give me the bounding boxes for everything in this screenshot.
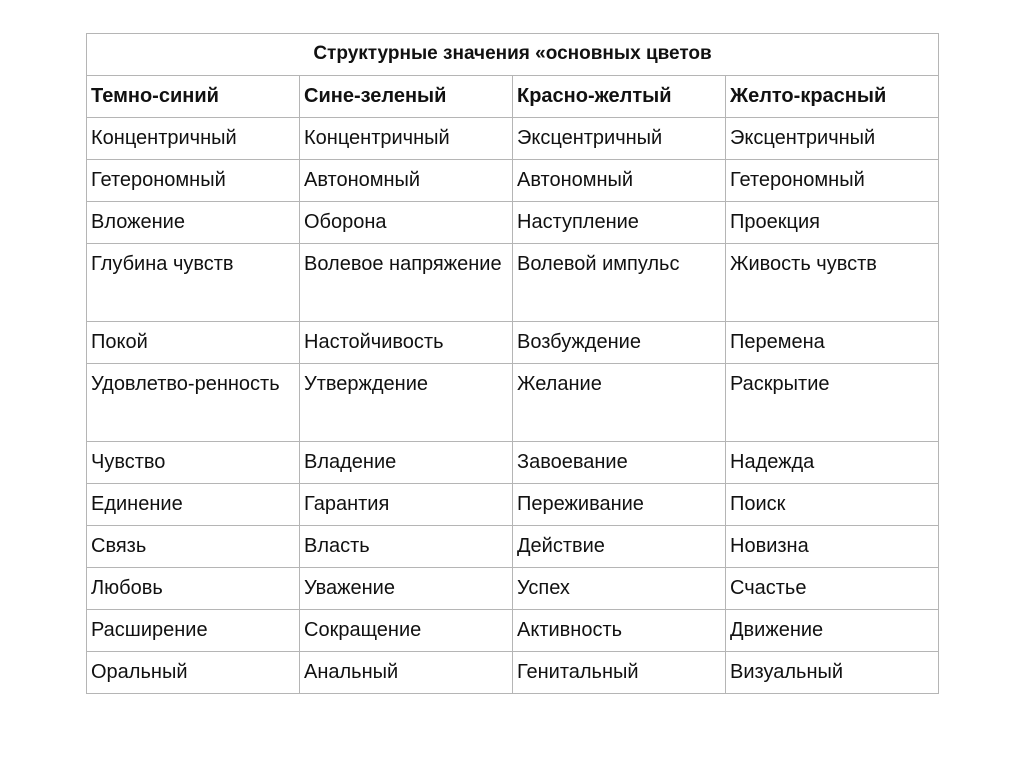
table-cell: Расширение: [87, 610, 300, 652]
table-cell: Удовлетво-ренность: [87, 364, 300, 442]
table-cell: Волевое напряжение: [300, 244, 513, 322]
table-cell: Гарантия: [300, 484, 513, 526]
column-header: Сине-зеленый: [300, 76, 513, 118]
table-title: Структурные значения «основных цветов: [87, 34, 939, 76]
table-row: [87, 244, 939, 322]
table-title-row: [87, 34, 939, 76]
table-cell: Покой: [87, 322, 300, 364]
table-cell: Действие: [513, 526, 726, 568]
table-row: [87, 610, 939, 652]
table-cell: Счастье: [726, 568, 939, 610]
table-header-row: [87, 76, 939, 118]
table-cell: Концентричный: [300, 118, 513, 160]
table-cell: Оборона: [300, 202, 513, 244]
column-header: Красно-желтый: [513, 76, 726, 118]
table-cell: Любовь: [87, 568, 300, 610]
color-meanings-table: [86, 33, 939, 694]
table-row: [87, 202, 939, 244]
column-header: Темно-синий: [87, 76, 300, 118]
table-cell: Проекция: [726, 202, 939, 244]
table-row: [87, 118, 939, 160]
table-row: [87, 484, 939, 526]
table-row: [87, 364, 939, 442]
table-cell: Глубина чувств: [87, 244, 300, 322]
table-cell: Живость чувств: [726, 244, 939, 322]
table-row: [87, 652, 939, 694]
table-cell: Уважение: [300, 568, 513, 610]
table-cell: Гетерономный: [87, 160, 300, 202]
table-cell: Успех: [513, 568, 726, 610]
table-cell: Связь: [87, 526, 300, 568]
table-cell: Анальный: [300, 652, 513, 694]
table-cell: Власть: [300, 526, 513, 568]
table-cell: Сокращение: [300, 610, 513, 652]
table-cell: Вложение: [87, 202, 300, 244]
table-row: [87, 322, 939, 364]
column-header: Желто-красный: [726, 76, 939, 118]
table-cell: Эксцентричный: [513, 118, 726, 160]
table-cell: Гетерономный: [726, 160, 939, 202]
table-cell: Новизна: [726, 526, 939, 568]
table-cell: Чувство: [87, 442, 300, 484]
table-cell: Настойчивость: [300, 322, 513, 364]
table-cell: Активность: [513, 610, 726, 652]
color-meanings-table-container: [86, 33, 938, 694]
table-cell: Движение: [726, 610, 939, 652]
table-cell: Автономный: [300, 160, 513, 202]
table-cell: Единение: [87, 484, 300, 526]
table-row: [87, 160, 939, 202]
table-cell: Волевой импульс: [513, 244, 726, 322]
table-cell: Автономный: [513, 160, 726, 202]
table-row: [87, 442, 939, 484]
table-cell: Эксцентричный: [726, 118, 939, 160]
table-cell: Генитальный: [513, 652, 726, 694]
table-cell: Раскрытие: [726, 364, 939, 442]
table-cell: Концентричный: [87, 118, 300, 160]
table-cell: Завоевание: [513, 442, 726, 484]
table-cell: Наступление: [513, 202, 726, 244]
table-cell: Надежда: [726, 442, 939, 484]
table-cell: Поиск: [726, 484, 939, 526]
table-cell: Возбуждение: [513, 322, 726, 364]
table-cell: Желание: [513, 364, 726, 442]
table-cell: Утверждение: [300, 364, 513, 442]
table-row: [87, 526, 939, 568]
table-cell: Визуальный: [726, 652, 939, 694]
table-row: [87, 568, 939, 610]
table-cell: Переживание: [513, 484, 726, 526]
table-cell: Перемена: [726, 322, 939, 364]
table-cell: Владение: [300, 442, 513, 484]
table-cell: Оральный: [87, 652, 300, 694]
